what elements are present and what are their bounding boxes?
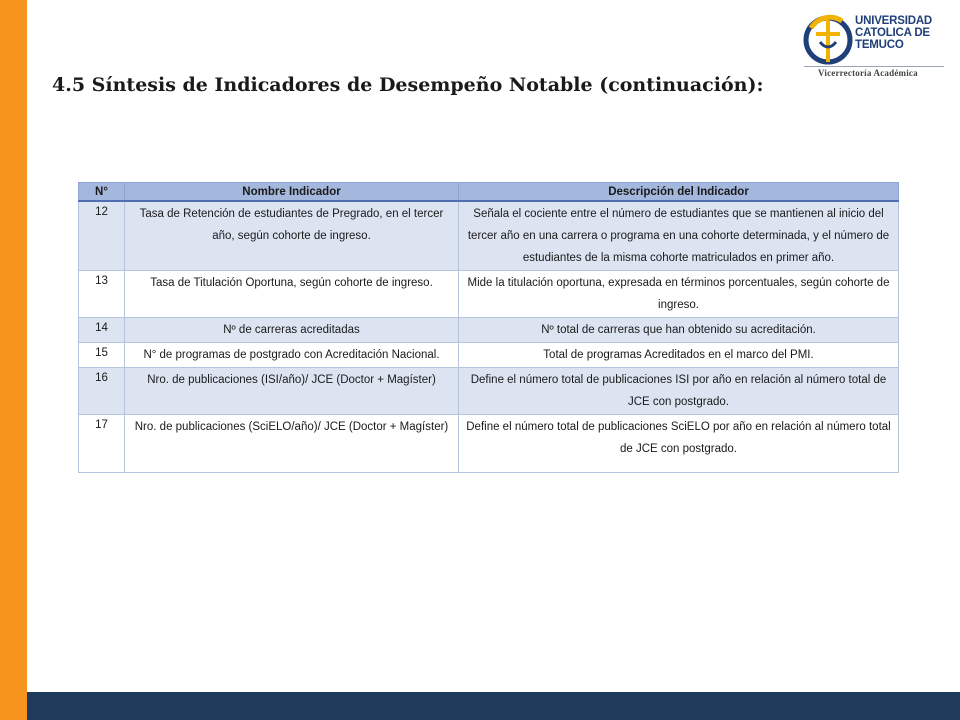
header-number: N° xyxy=(79,183,125,202)
row-number: 13 xyxy=(79,271,125,318)
table-row xyxy=(79,318,899,343)
row-indicator-description: Total de programas Acreditados en el marco del PMI. xyxy=(459,343,899,368)
row-indicator-description: Define el número total de publicaciones SciELO por año en relación al número total de JCE con postgrado. xyxy=(459,415,899,473)
header-indicator-description: Descripción del Indicador xyxy=(459,183,899,202)
table-row xyxy=(79,343,899,368)
table-header-row xyxy=(79,183,899,202)
logo-line-3: TEMUCO xyxy=(855,39,904,51)
header-indicator-name: Nombre Indicador xyxy=(125,183,459,202)
indicators-table xyxy=(78,182,899,473)
row-number: 15 xyxy=(79,343,125,368)
footer-bar xyxy=(27,692,960,720)
row-indicator-name: Tasa de Titulación Oportuna, según cohorte de ingreso. xyxy=(125,271,459,318)
logo-subtitle: Vicerrectoría Académica xyxy=(818,68,918,78)
logo-line-1: UNIVERSIDAD xyxy=(855,15,933,27)
row-indicator-name: Nro. de publicaciones (SciELO/año)/ JCE (Doctor + Magíster) xyxy=(125,415,459,473)
row-indicator-name: Tasa de Retención de estudiantes de Pregrado, en el tercer año, según cohorte de ingreso. xyxy=(125,201,459,271)
university-logo xyxy=(800,10,946,80)
university-seal-icon xyxy=(802,12,854,68)
table-row xyxy=(79,415,899,473)
row-indicator-description: Define el número total de publicaciones ISI por año en relación al número total de JCE con postgrado. xyxy=(459,368,899,415)
row-indicator-description: Mide la titulación oportuna, expresada en términos porcentuales, según cohorte de ingreso. xyxy=(459,271,899,318)
page-title: 4.5 Síntesis de Indicadores de Desempeño Notable (continuación): xyxy=(52,74,764,96)
left-accent-bar xyxy=(0,0,27,720)
row-number: 14 xyxy=(79,318,125,343)
row-number: 12 xyxy=(79,201,125,271)
row-indicator-name: Nro. de publicaciones (ISI/año)/ JCE (Doctor + Magíster) xyxy=(125,368,459,415)
row-indicator-description: Nº total de carreras que han obtenido su acreditación. xyxy=(459,318,899,343)
row-number: 16 xyxy=(79,368,125,415)
logo-divider xyxy=(804,66,944,67)
logo-line-2: CATOLICA DE xyxy=(855,27,930,39)
logo-wordmark xyxy=(855,15,947,51)
row-indicator-name: N° de programas de postgrado con Acreditación Nacional. xyxy=(125,343,459,368)
row-indicator-name: Nº de carreras acreditadas xyxy=(125,318,459,343)
table-row xyxy=(79,201,899,271)
table-row xyxy=(79,271,899,318)
row-indicator-description: Señala el cociente entre el número de estudiantes que se mantienen al inicio del tercer año en una carrera o programa en una cohorte determinada, y el número de estudiantes de la misma cohorte matriculados en primer año. xyxy=(459,201,899,271)
row-number: 17 xyxy=(79,415,125,473)
table-row xyxy=(79,368,899,415)
